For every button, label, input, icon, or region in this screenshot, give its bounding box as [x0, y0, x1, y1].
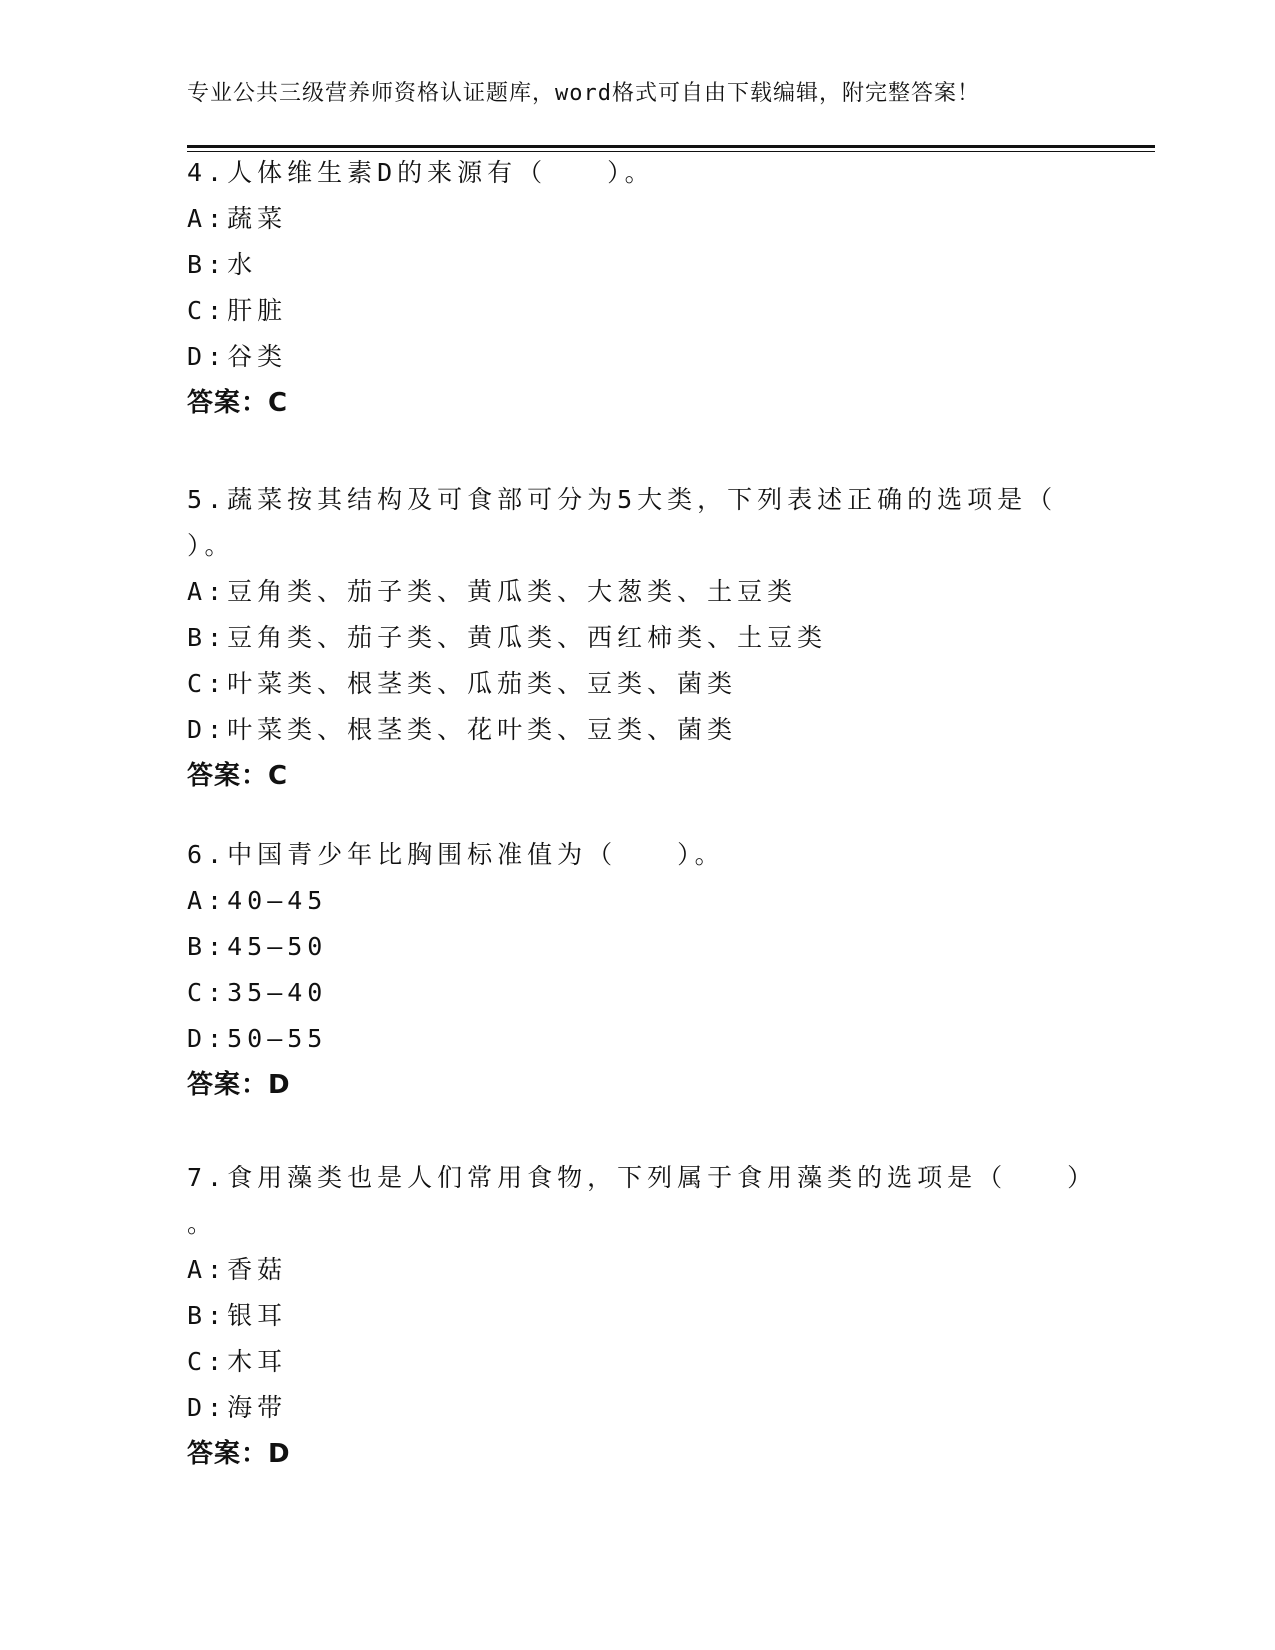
question-stem: 7.食用藻类也是人们常用食物，下列属于食用藻类的选项是（ ）	[187, 1163, 1098, 1192]
page-header: 专业公共三级营养师资格认证题库，word格式可自由下载编辑，附完整答案！	[187, 81, 980, 106]
option-c: C:叶菜类、根茎类、瓜茄类、豆类、菌类	[187, 669, 738, 698]
option-d: D:海带	[187, 1393, 288, 1422]
question-stem: 6.中国青少年比胸围标准值为（ ）。	[187, 840, 725, 869]
answer: 答案：C	[187, 761, 289, 791]
question-stem: 5.蔬菜按其结构及可食部可分为5大类，下列表述正确的选项是（	[187, 485, 1058, 514]
question-6	[187, 832, 1067, 1108]
answer: 答案：D	[187, 1070, 291, 1100]
option-d: D:谷类	[187, 342, 288, 371]
option-b: B:45—50	[187, 932, 328, 961]
question-7	[187, 1155, 1098, 1477]
option-a: A:香菇	[187, 1255, 288, 1284]
option-b: B:银耳	[187, 1301, 288, 1330]
question-stem: 4.人体维生素D的来源有（ ）。	[187, 158, 655, 187]
option-a: A:40—45	[187, 886, 328, 915]
option-b: B:豆角类、茄子类、黄瓜类、西红柿类、土豆类	[187, 623, 828, 652]
question-5	[187, 477, 1067, 799]
option-c: C:木耳	[187, 1347, 288, 1376]
question-stem-continuation: ）。	[187, 531, 235, 560]
header-rule-thick	[187, 145, 1155, 148]
option-c: C:肝脏	[187, 296, 288, 325]
option-a: A:豆角类、茄子类、黄瓜类、大葱类、土豆类	[187, 577, 798, 606]
option-a: A:蔬菜	[187, 204, 288, 233]
option-d: D:叶菜类、根茎类、花叶类、豆类、菌类	[187, 715, 738, 744]
answer: 答案：C	[187, 388, 289, 418]
option-c: C:35—40	[187, 978, 328, 1007]
option-d: D:50—55	[187, 1024, 328, 1053]
question-4	[187, 150, 1067, 426]
question-stem-continuation: 。	[187, 1209, 218, 1238]
option-b: B:水	[187, 250, 258, 279]
answer: 答案：D	[187, 1439, 291, 1469]
